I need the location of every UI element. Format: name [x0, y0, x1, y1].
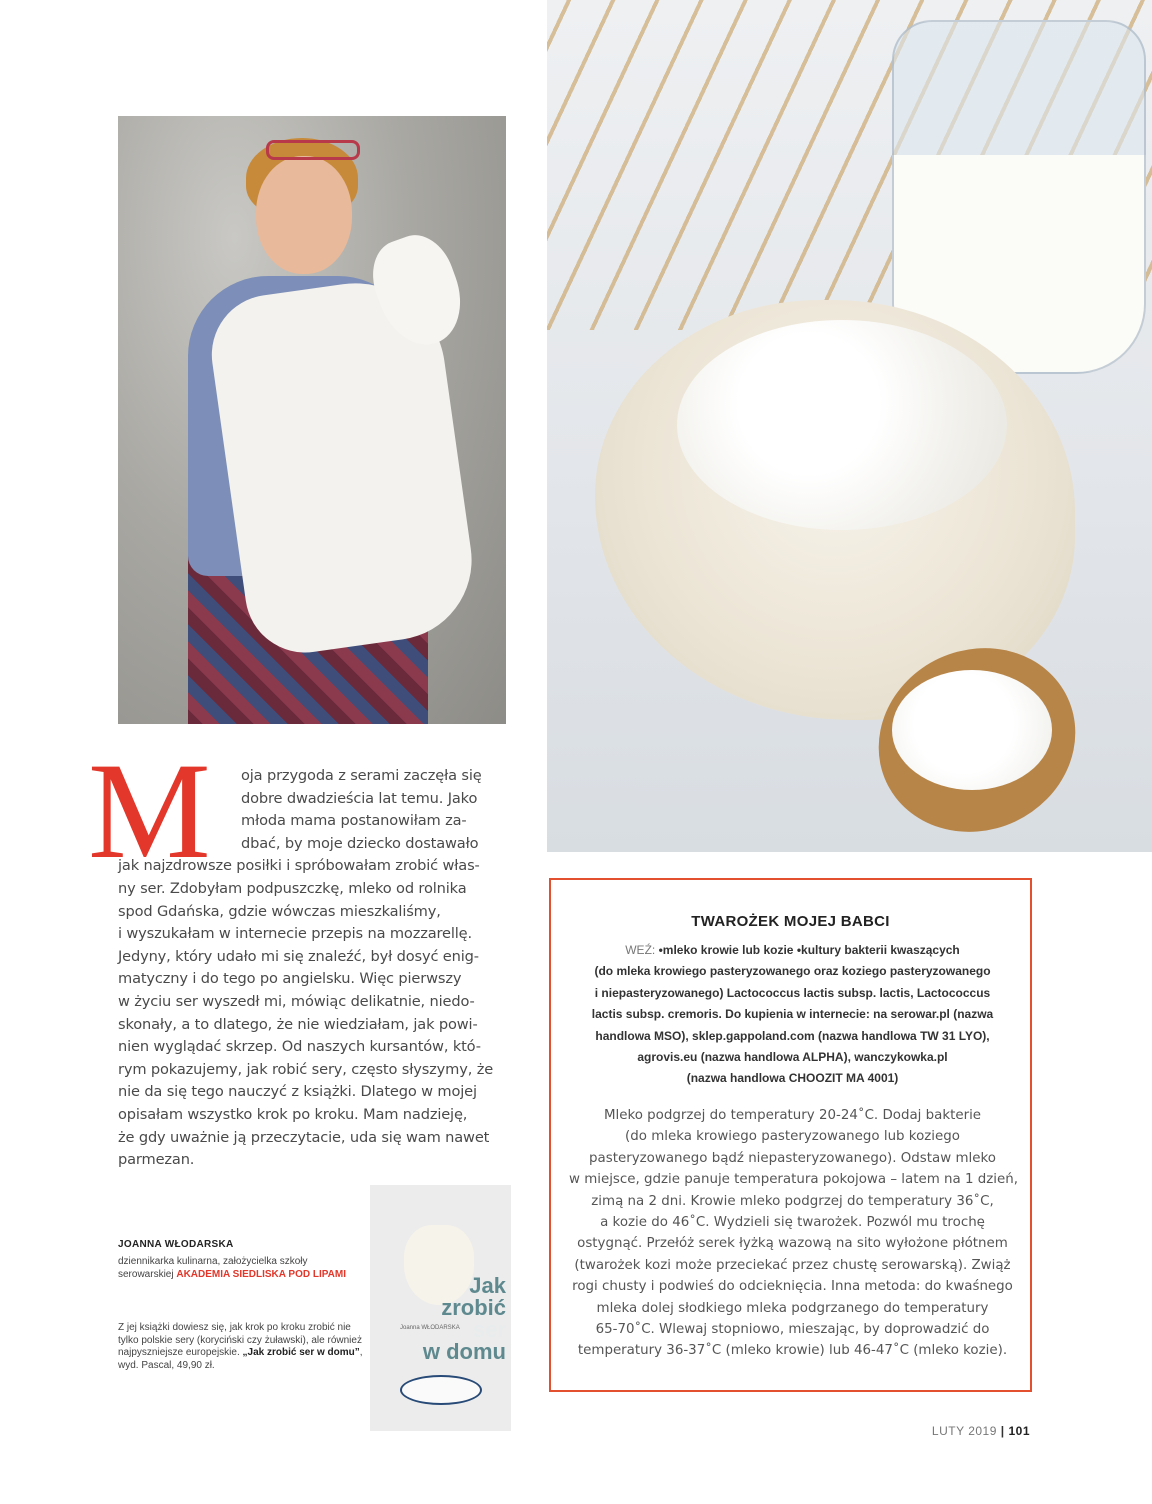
- method-line: (do mleka krowiego pasteryzowanego lub koziego: [625, 1129, 960, 1145]
- ingredients-label: WEŹ:: [625, 943, 656, 957]
- author-name: JOANNA WŁODARSKA: [118, 1239, 234, 1250]
- portrait-face: [256, 156, 352, 274]
- book-cover-title-line: ser: [472, 1317, 506, 1342]
- article-line: rym pokazujemy, jak robić sery, często słyszymy, że: [118, 1060, 494, 1078]
- method-line: ostygnąć. Przełóż serek łyżką wazową na sito wyłożone płótnem: [577, 1236, 1008, 1252]
- method-line: (twarożek kozi może przeciekać przez chustę serowarską). Zwiąż: [574, 1257, 1011, 1273]
- method-line: pasteryzowanego bądź niepasteryzowanego). Odstaw mleko: [589, 1150, 996, 1166]
- article-line: dobre dwadzieścia lat temu. Jako: [241, 789, 478, 807]
- page-number: 101: [1008, 1424, 1030, 1438]
- recipe-method: [569, 1105, 1016, 1362]
- article-line: skonały, a to dlatego, że nie wiedziałam, jak powi-: [118, 1015, 478, 1033]
- ingredient-line-text: •mleko krowie lub kozie •kultury bakterii kwaszących: [658, 943, 960, 957]
- issue-date: LUTY 2019: [931, 1424, 997, 1438]
- method-line: w miejsce, gdzie panuje temperatura pokojowa – latem na 1 dzień,: [569, 1172, 1018, 1188]
- portrait-glasses: [266, 140, 360, 160]
- enamel-bowl-illustration: [400, 1375, 482, 1405]
- author-bio: [118, 1256, 358, 1281]
- ingredient-line: i niepasteryzowanego) Lactococcus lactis subsp. lactis, Lactococcus: [594, 985, 991, 1000]
- page-footer: [932, 1424, 1030, 1438]
- article-line: spod Gdańska, gdzie wówczas mieszkaliśmy,: [118, 902, 441, 920]
- ingredient-line: lactis subsp. cremoris. Do kupienia w internecie: na serowar.pl (nazwa: [591, 1007, 994, 1022]
- cottage-cheese-photo: [547, 0, 1152, 852]
- method-line: rogi chusty i podwieś do odcieknięcia. Inna metoda: do kwaśnego: [572, 1279, 1013, 1295]
- method-line: 65-70˚C. Wlewaj stopniowo, mieszając, by doprowadzić do: [595, 1322, 990, 1338]
- footer-separator: |: [1000, 1424, 1005, 1438]
- book-desc-tail: , wyd. Pascal, 49,90 zł.: [118, 1347, 363, 1371]
- method-line: Mleko podgrzej do temperatury 20-24˚C. Dodaj bakterie: [603, 1108, 982, 1123]
- book-cover: [370, 1185, 511, 1431]
- article-line: że gdy uważnie ją przeczytacie, uda się wam nawet: [118, 1128, 490, 1146]
- method-line: mleka dolej słodkiego mleka podgrzanego do temperatury: [596, 1300, 989, 1316]
- book-description: [118, 1322, 366, 1372]
- article-line: jak najzdrowsze posiłki i spróbowałam zrobić włas-: [118, 857, 480, 875]
- recipe-box: [549, 878, 1032, 1392]
- article-body: [118, 765, 506, 1172]
- recipe-ingredients: [575, 940, 1010, 1090]
- article-line: parmezan.: [118, 1151, 195, 1169]
- article-line: opisałam wszystko krok po kroku. Mam nadzieję,: [118, 1105, 468, 1123]
- method-line: a kozie do 46˚C. Wydzieli się twarożek. Pozwól mu trochę: [600, 1215, 985, 1231]
- book-title-mention: „Jak zrobić ser w domu”: [242, 1347, 360, 1359]
- article-line: i wyszukałam w internecie przepis na mozzarellę.: [118, 925, 472, 943]
- book-cover-author: Joanna WŁODARSKA: [400, 1325, 460, 1331]
- article-line: w życiu ser wyszedł mi, mówiąc delikatnie, niedo-: [118, 992, 475, 1010]
- ingredient-line: (do mleka krowiego pasteryzowanego oraz koziego pasteryzowanego: [594, 964, 991, 979]
- ingredient-line: [575, 940, 1010, 961]
- book-desc-lead: Z jej książki dowiesz się, jak krok po kroku zrobić nie tylko polskie sery (koryciński czy żuławski), ale również najpyszniejsze europejskie.: [118, 1322, 362, 1359]
- article-line: młoda mama postanowiłam za-: [241, 812, 467, 830]
- article-line: dbać, by moje dziecko dostawało: [241, 834, 479, 852]
- author-bio-lead: dziennikarka kulinarna, założycielka szkoły serowarskiej: [118, 1256, 308, 1280]
- cottage-cheese: [677, 320, 1007, 530]
- method-line: zimą na 2 dni. Krowie mleko podgrzej do temperatury 36˚C,: [591, 1193, 994, 1209]
- ingredient-line: agrovis.eu (nazwa handlowa ALPHA), wanczykowka.pl: [637, 1050, 948, 1065]
- drop-cap: M: [88, 734, 211, 887]
- book-cover-title-line: w domu: [422, 1339, 506, 1364]
- article-line: ny ser. Zdobyłam podpuszczkę, mleko od rolnika: [118, 879, 467, 897]
- article-line: oja przygoda z serami zaczęła się: [241, 767, 482, 784]
- author-photo: [118, 116, 506, 724]
- book-cover-title: [376, 1275, 506, 1363]
- spoon-cheese: [892, 670, 1052, 790]
- article-line: matyczny i do tego po angielsku. Więc pierwszy: [118, 970, 462, 988]
- ingredient-line: handlowa MSO), sklep.gappoland.com (nazwa handlowa TW 31 LYO),: [595, 1028, 990, 1043]
- article-line: Jedyny, który udało mi się znaleźć, był dosyć enig-: [118, 947, 479, 965]
- method-line: temperatury 36-37˚C (mleko krowie) lub 46-47˚C (mleko kozie).: [577, 1343, 1008, 1359]
- recipe-title: TWAROŻEK MOJEJ BABCI: [691, 913, 890, 930]
- article-line: nie da się tego nauczyć z książki. Dlatego w mojej: [118, 1083, 477, 1101]
- book-cover-title-line: Jak: [469, 1273, 506, 1298]
- school-name: AKADEMIA SIEDLISKA POD LIPAMI: [176, 1268, 346, 1280]
- book-cover-title-line: zrobić: [441, 1295, 506, 1320]
- article-line: nien wyglądać skrzep. Od naszych kursantów, któ-: [118, 1038, 481, 1056]
- ingredient-line: (nazwa handlowa CHOOZIT MA 4001): [686, 1071, 899, 1086]
